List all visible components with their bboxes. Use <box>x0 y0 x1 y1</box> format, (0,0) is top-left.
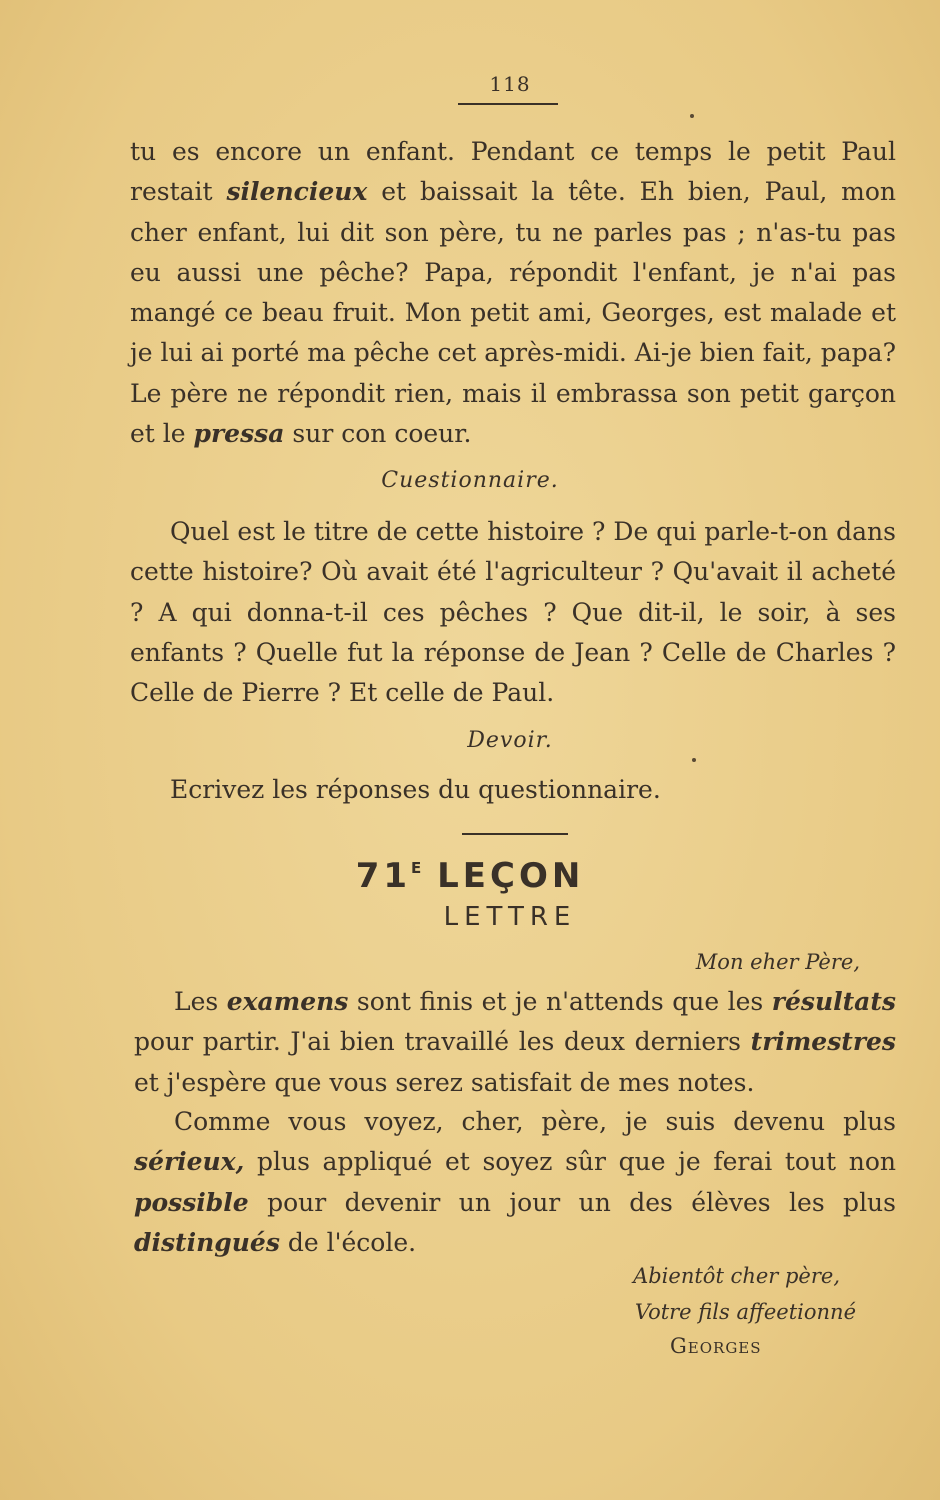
emphasis-possible: possible <box>134 1187 249 1217</box>
ink-speck <box>690 114 694 118</box>
emphasis-examens: examens <box>226 987 349 1016</box>
lesson-title: $71^E$ LEÇON <box>355 856 585 896</box>
questionnaire-text: Quel est le titre de cette histoire ? De qui parle-t-on dans cette histoire? Où avait été l'agriculteur ? Qu'avait il acheté ? A qui donna-t-il ces pêches ? Que dit-il, le soir, à ses enfants ? Quelle fut la réponse de Jean ? Celle de Charles ? Celle de Pierre ? Et celle de Paul. <box>130 517 896 708</box>
devoir-text: Ecrivez les réponses du questionnaire. <box>170 775 661 804</box>
letter-signature: Georges <box>670 1334 762 1358</box>
section-divider <box>462 833 568 835</box>
devoir-heading: Devoir. <box>467 728 553 753</box>
letter-closing-2: Votre fils affeetionné <box>634 1300 856 1324</box>
letter-paragraph-2: Comme vous voyez, cher, père, je suis devenu plus sérieux, plus appliqué et soyez sûr que je ferai tout non possible pour devenir un jour un des élèves les plus distingués de l'école. <box>134 1107 896 1257</box>
story-paragraph: tu es encore un enfant. Pendant ce temps le petit Paul restait silencieux et baissait la tête. Eh bien, Paul, mon cher enfant, lui dit son père, tu ne parles pas ; n'as-tu pas eu aussi une pêche? Papa, répondit l'enfant, je n'ai pas mangé ce beau fruit. Mon petit ami, Georges, est malade et je lui ai porté ma pêche cet après-midi. Ai-je bien fait, papa? Le père ne répondit rien, mais il embrassa son petit garçon et le pressa sur con coeur. <box>130 137 897 449</box>
ink-speck <box>692 758 696 762</box>
letter-closing-1: Abientôt cher père, <box>633 1264 840 1288</box>
lesson-subtitle: LETTRE <box>443 902 577 932</box>
emphasis-pressa: pressa <box>193 419 285 449</box>
emphasis-distingues: distingués <box>134 1227 280 1257</box>
page-number: 118 <box>489 72 531 96</box>
emphasis-trimestres: trimestres <box>750 1027 896 1057</box>
emphasis-serieux: sérieux, <box>134 1147 245 1177</box>
emphasis-silencieux: silencieux <box>226 177 368 207</box>
questionnaire-heading: Cuestionnaire. <box>381 468 559 493</box>
letter-paragraph-1: Les examens sont finis et je n'attends que les résultats pour partir. J'ai bien travaillé les deux derniers trimestres et j'espère que vous serez satisfait de mes notes. <box>134 987 896 1097</box>
lesson-suffix: E <box>411 859 422 877</box>
emphasis-resultats: résultats <box>771 987 896 1016</box>
letter-salutation: Mon eher Père, <box>695 950 860 974</box>
page-number-rule <box>458 103 558 105</box>
